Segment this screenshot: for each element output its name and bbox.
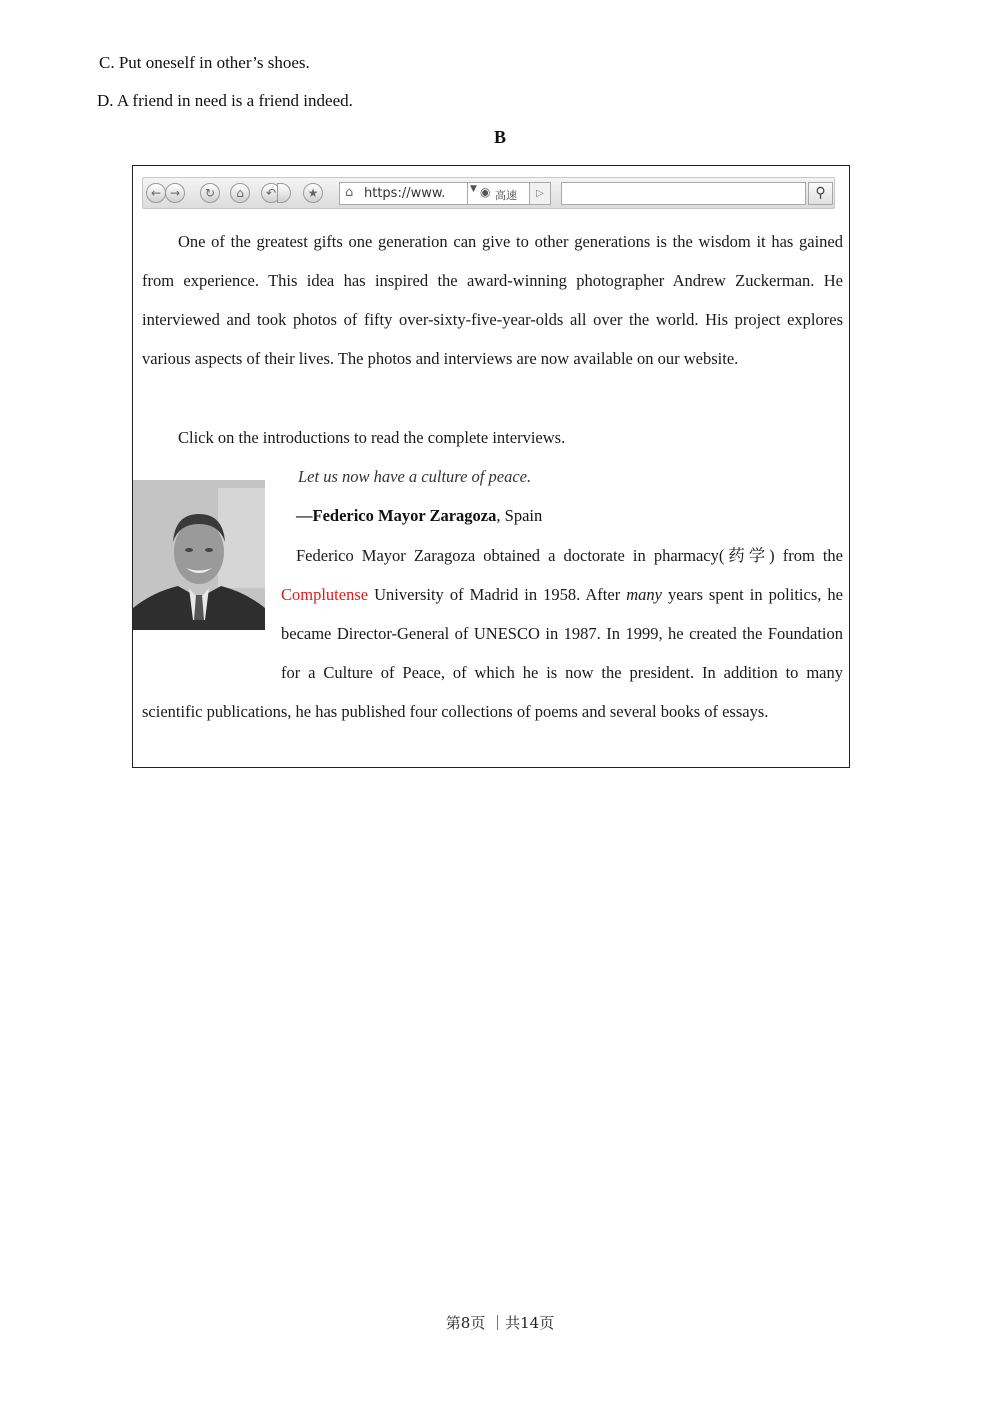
option-c: C. Put oneself in other’s shoes.	[99, 53, 310, 72]
option-d: D. A friend in need is a friend indeed.	[97, 91, 353, 110]
forward-icon[interactable]: →	[165, 183, 185, 203]
address-text: https://www.	[364, 186, 446, 201]
attribution-name: —Federico Mayor Zaragoza	[296, 506, 497, 525]
section-label: B	[493, 127, 506, 147]
star-icon[interactable]: ★	[303, 183, 323, 203]
search-icon[interactable]: ⚲	[808, 182, 833, 205]
search-input[interactable]	[561, 182, 806, 205]
address-divider	[467, 183, 468, 204]
intro-paragraph: One of the greatest gifts one generation can give to other generations is the wisdom it has gained from experience. This idea has inspired the award-winning photographer Andrew Zuckerman. He interviewed and took photos of fifty over-sixty-five-year-olds all over the world. His project explores various aspects of their lives. The photos and interviews are now available on our website.	[142, 232, 843, 368]
go-icon[interactable]: ▷	[529, 182, 551, 205]
undo-icon[interactable]: ↶	[261, 183, 281, 203]
instruction-line: Click on the introductions to read the complete interviews.	[178, 428, 566, 447]
chevron-down-icon[interactable]: ▼	[470, 184, 477, 194]
bio-text-2: University of Madrid in 1958. After	[368, 585, 627, 604]
refresh-icon[interactable]: ↻	[200, 183, 220, 203]
attribution-country: , Spain	[496, 506, 543, 525]
browser-screenshot-frame	[132, 165, 850, 768]
undo-dropdown-icon[interactable]	[277, 183, 291, 203]
back-icon[interactable]: ←	[146, 183, 166, 203]
quote-text: Let us now have a culture of peace.	[298, 467, 532, 486]
bio-text-1: Federico Mayor Zaragoza obtained a doctorate in pharmacy(药学) from the	[296, 546, 843, 565]
browser-toolbar	[142, 177, 835, 209]
page-footer: 第8页 ｜共14页	[445, 1314, 555, 1332]
address-bar[interactable]	[339, 182, 549, 205]
photo-spacer	[142, 536, 281, 691]
bio-text-3: years spent in politics, he became Director-General of UNESCO in 1987. In 1999, he created the Foundation for a Culture of Peace, of which he is now the president. In addition to many scientific publications, he has published four collections of poems and several books of essays.	[142, 585, 843, 721]
attribution	[296, 496, 542, 535]
page-icon: ⌂	[345, 185, 354, 200]
university-link[interactable]: Complutense	[281, 585, 369, 604]
home-icon[interactable]: ⌂	[230, 183, 250, 203]
bio-emphasis: many	[626, 585, 662, 604]
globe-icon: ◉	[480, 185, 491, 199]
bio-paragraph[interactable]	[142, 536, 843, 731]
speed-mode-label[interactable]: 高速	[495, 189, 517, 202]
